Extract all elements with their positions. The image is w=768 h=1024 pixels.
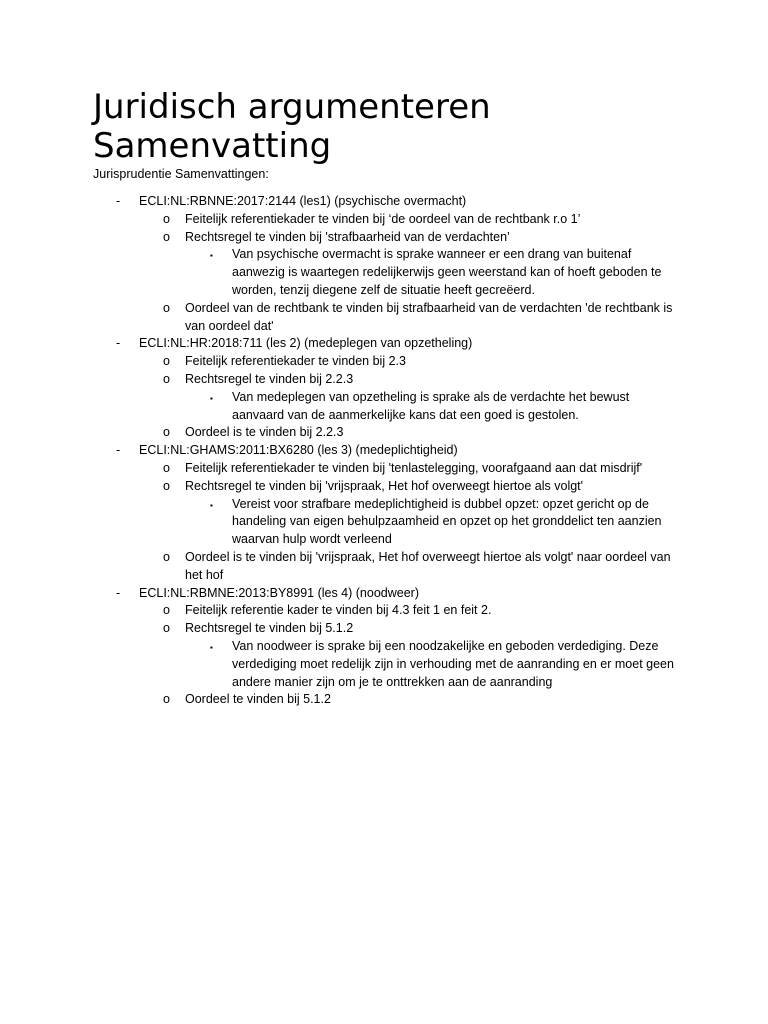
- list-item-text: Van noodweer is sprake bij een noodzakelijke en geboden verdediging. Deze verdediging moet redelijk zijn in verhouding met de aanranding en er moet geen andere manier zijn om je te onttrekken aan de aanranding: [232, 638, 674, 689]
- bullet-marker: o: [163, 460, 170, 475]
- list-item-level-2: [0, 371, 768, 389]
- list-item-level-1: [0, 193, 768, 211]
- list-item-level-2: [0, 478, 768, 496]
- subtitle: Jurisprudentie Samenvattingen:: [93, 167, 269, 181]
- list-item-text: Feitelijk referentie kader te vinden bij 4.3 feit 1 en feit 2.: [185, 603, 492, 618]
- list-item-text: Oordeel te vinden bij 5.1.2: [185, 692, 331, 707]
- list-item-text: Rechtsregel te vinden bij 2.2.3: [185, 371, 354, 386]
- list-item-level-2: [0, 424, 768, 442]
- bullet-marker: -: [116, 443, 121, 458]
- list-item-level-2: [0, 691, 768, 709]
- bullet-marker: o: [163, 354, 170, 369]
- list-item-level-3: [0, 496, 768, 549]
- list-item-text: ECLI:NL:HR:2018:711 (les 2) (medeplegen van opzetheling): [139, 336, 473, 351]
- list-item-text: Rechtsregel te vinden bij 5.1.2: [185, 621, 354, 636]
- list-item-level-3: [0, 389, 768, 425]
- list-item-text: Van psychische overmacht is sprake wanneer er een drang van buitenaf aanwezig is waartegen redelijkerwijs geen weerstand kan of hoeft geboden te worden, tenzij diegene zelf de situatie heeft gecreëerd.: [232, 247, 662, 297]
- list-item-text: ECLI:NL:RBNNE:2017:2144 (les1) (psychische overmacht): [139, 194, 467, 208]
- bullet-marker: o: [163, 300, 170, 315]
- list-item-level-3: [0, 638, 768, 691]
- list-item-text: Oordeel is te vinden bij 2.2.3: [185, 425, 344, 440]
- title-line-2: Samenvatting: [93, 126, 332, 166]
- list-item-text: Feitelijk referentiekader te vinden bij 'tenlastelegging, voorafgaand aan dat misdrijf': [185, 460, 643, 475]
- bullet-marker: -: [116, 336, 121, 351]
- list-item-text: Oordeel is te vinden bij 'vrijspraak, Het hof overweegt hiertoe als volgt' naar oordeel van het hof: [185, 549, 671, 582]
- list-item-level-1: [0, 585, 768, 603]
- bullet-marker: o: [163, 621, 170, 636]
- list-item-text: Oordeel van de rechtbank te vinden bij strafbaarheid van de verdachten 'de rechtbank is van oordeel dat': [185, 300, 673, 333]
- list-item-level-1: [0, 335, 768, 353]
- bullet-marker: o: [163, 371, 170, 386]
- document-title: [93, 88, 713, 166]
- title-line-1: Juridisch argumenteren: [93, 87, 491, 127]
- bullet-marker: ▪: [210, 251, 213, 261]
- bullet-marker: ▪: [210, 393, 213, 403]
- list-item-text: ECLI:NL:GHAMS:2011:BX6280 (les 3) (medeplichtigheid): [139, 443, 458, 458]
- bullet-marker: o: [163, 478, 170, 493]
- bullet-marker: o: [163, 692, 170, 707]
- bullet-marker: ▪: [210, 500, 213, 510]
- bullet-marker: ▪: [210, 642, 213, 652]
- bullet-marker: o: [163, 603, 170, 618]
- case-list: [0, 193, 768, 709]
- list-item-level-2: [0, 602, 768, 620]
- list-item-level-2: [0, 211, 768, 229]
- list-item-text: Feitelijk referentiekader te vinden bij 2.3: [185, 354, 406, 369]
- bullet-marker: o: [163, 229, 170, 244]
- list-item-level-2: [0, 620, 768, 638]
- bullet-marker: o: [163, 549, 170, 564]
- bullet-marker: o: [163, 211, 170, 226]
- list-item-text: ECLI:NL:RBMNE:2013:BY8991 (les 4) (noodweer): [139, 585, 419, 600]
- list-item-text: Van medeplegen van opzetheling is sprake als de verdachte het bewust aanvaard van de aanmerkelijke kans dat een goed is gestolen.: [232, 389, 630, 422]
- bullet-marker: -: [116, 194, 121, 208]
- bullet-marker: -: [116, 585, 121, 600]
- list-item-level-2: [0, 460, 768, 478]
- list-item-level-1: [0, 442, 768, 460]
- list-item-text: Rechtsregel te vinden bij 'strafbaarheid van de verdachten’: [185, 229, 510, 244]
- list-item-level-2: [0, 549, 768, 585]
- list-item-level-2: [0, 229, 768, 247]
- list-item-level-3: [0, 246, 768, 299]
- list-item-text: Rechtsregel te vinden bij 'vrijspraak, Het hof overweegt hiertoe als volgt': [185, 478, 584, 493]
- list-item-text: Vereist voor strafbare medeplichtigheid is dubbel opzet: opzet gericht op de handeling van eigen behulpzaamheid en opzet op het gronddelict ten aanzien waarvan hulp wordt verleend: [232, 496, 662, 547]
- list-item-level-2: [0, 353, 768, 371]
- list-item-level-2: [0, 300, 768, 336]
- bullet-marker: o: [163, 425, 170, 440]
- list-item-text: Feitelijk referentiekader te vinden bij ‘de oordeel van de rechtbank r.o 1’: [185, 211, 581, 226]
